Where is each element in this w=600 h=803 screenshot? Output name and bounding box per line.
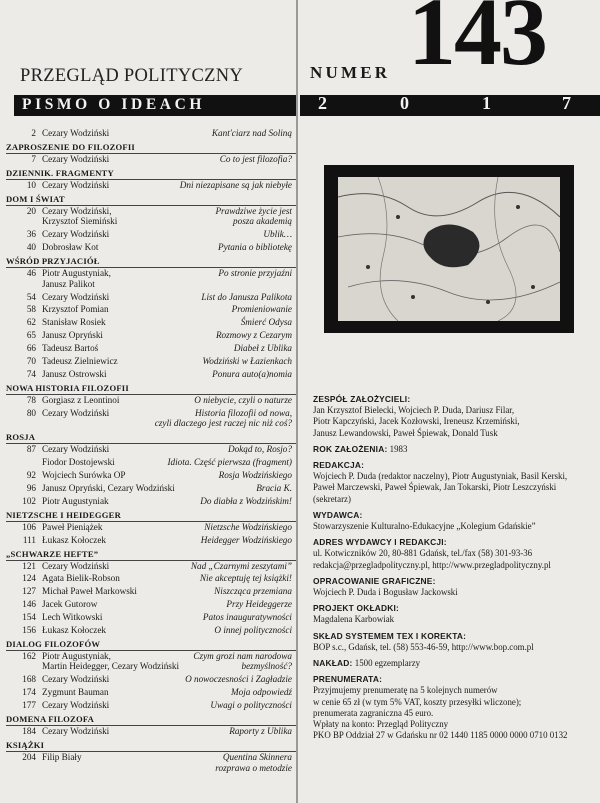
- colophon-text: ul. Kotwiczników 20, 80-881 Gdańsk, tel./fax (58) 301-93-36 redakcja@przegladpolityczny.pl, http://www.przegladpolityczny.pl: [313, 548, 551, 570]
- toc-author: Cezary Wodziński: [42, 726, 110, 737]
- colophon-label: REDAKCJA:: [313, 460, 365, 471]
- toc-author: Cezary Wodziński: [42, 444, 110, 455]
- colophon-text: 1983: [389, 443, 408, 454]
- toc-author: Cezary Wodziński: [42, 407, 110, 418]
- year-digit: 0: [400, 93, 409, 113]
- toc-page-number: 121: [22, 560, 36, 571]
- colophon-block: [313, 444, 598, 455]
- toc-page-number: 162: [22, 650, 36, 661]
- toc-title: Ublik…: [263, 229, 292, 240]
- toc-title: Czym grozi nam narodowa bezmyślność?: [193, 650, 292, 672]
- map-drawing: [338, 177, 560, 321]
- toc-title: Raporty z Ublika: [229, 726, 292, 737]
- colophon-block: [313, 576, 598, 598]
- toc-title: Dni niezapisane są jak niebyłe: [179, 179, 292, 190]
- toc-title: Moja odpowiedź: [231, 687, 292, 698]
- toc-page-number: 87: [26, 444, 36, 455]
- toc-page-number: 54: [26, 291, 36, 302]
- colophon-text: Wojciech P. Duda i Bogusław Jackowski: [313, 587, 458, 598]
- toc-author: Piotr Augustyniak, Martin Heidegger, Cezary Wodziński: [42, 650, 180, 672]
- year-digit: 7: [562, 93, 571, 113]
- toc-title: Co to jest filozofia?: [219, 153, 292, 164]
- toc-title: Prawdziwe życie jest posza akademią: [215, 205, 292, 227]
- toc-title: Quentina Skinnera rozprawa o metodzie: [215, 752, 292, 773]
- year-digit: 2: [318, 93, 327, 113]
- toc-title: Rozmowy z Cezarym: [215, 330, 292, 341]
- colophon-label: NAKŁAD:: [313, 658, 353, 669]
- toc-author: Stanisław Rosiek: [42, 317, 106, 328]
- toc-section-heading: „SCHWARZE HEFTE”: [6, 549, 296, 561]
- toc-page-number: 156: [22, 625, 36, 635]
- toc-section-heading: DIALOG FILOZOFÓW: [6, 639, 296, 651]
- toc-author: Cezary Wodziński: [42, 229, 110, 240]
- toc-page-number: 102: [22, 495, 36, 506]
- toc-section-heading: DOM I ŚWIAT: [6, 194, 296, 206]
- toc-author: Filip Biały: [42, 752, 82, 762]
- toc-page-number: 40: [26, 242, 36, 253]
- toc-page-number: 66: [26, 343, 36, 354]
- toc-title: Wodziński w Łazienkach: [202, 356, 292, 366]
- colophon-text: BOP s.c., Gdańsk, tel. (58) 553-46-59, http://www.bop.com.pl: [313, 641, 534, 652]
- toc-author: Dobrosław Kot: [42, 242, 99, 253]
- colophon-text: Jan Krzysztof Bielecki, Wojciech P. Duda, Dariusz Filar, Piotr Kapczyński, Jacek Kozłowski, Ireneusz Krzemiński, Janusz Lewandowski, Paweł Śpiewak, Donald Tusk: [313, 405, 520, 438]
- toc-section-heading: ZAPROSZENIE DO FILOZOFII: [6, 142, 296, 154]
- toc-author: Janusz Ostrowski: [42, 368, 107, 379]
- colophon-label: ADRES WYDAWCY I REDAKCJI:: [313, 537, 447, 548]
- toc-title: Po stronie przyjaźni: [218, 268, 292, 278]
- colophon-block: [313, 603, 598, 625]
- toc-page-number: 2: [31, 128, 36, 138]
- toc-author: Cezary Wodziński, Krzysztof Siemiński: [42, 205, 118, 227]
- toc-page-number: 7: [31, 153, 36, 164]
- toc-author: Fiodor Dostojewski: [42, 457, 115, 468]
- toc-author: Zygmunt Bauman: [42, 687, 109, 698]
- toc-section-heading: WŚRÓD PRZYJACIÓŁ: [6, 256, 296, 268]
- toc-page-number: 74: [26, 368, 36, 379]
- map-area: [338, 177, 560, 321]
- toc-page-number: 184: [22, 726, 36, 737]
- cover-map-illustration: [324, 165, 574, 333]
- toc-section-heading: DZIENNIK. FRAGMENTY: [6, 168, 296, 180]
- toc-page-number: 46: [26, 268, 36, 278]
- toc-page-number: 177: [22, 700, 36, 711]
- toc-title: Niszcząca przemiana: [214, 586, 292, 597]
- toc-title: O niebycie, czyli o naturze: [194, 394, 292, 405]
- year-digit: 1: [482, 93, 491, 113]
- toc-section-heading: NIETZSCHE I HEIDEGGER: [6, 510, 296, 522]
- colophon-label: ROK ZAŁOŻENIA:: [313, 443, 388, 454]
- colophon-label: SKŁAD SYSTEMEM TEX I KOREKTA:: [313, 630, 467, 641]
- toc-page-number: 62: [26, 317, 36, 328]
- toc-title: Uwagi o polityczności: [210, 700, 292, 711]
- colophon-text: 1500 egzemplarzy: [354, 658, 421, 669]
- toc-page-number: 80: [26, 407, 36, 418]
- toc-page-number: 70: [26, 356, 36, 366]
- toc-page-number: 78: [26, 394, 36, 405]
- magazine-title: PRZEGLĄD POLITYCZNY: [20, 66, 244, 86]
- colophon-label: OPRACOWANIE GRAFICZNE:: [313, 575, 436, 586]
- toc-title: Promieniowanie: [231, 304, 292, 315]
- toc-page-number: 65: [26, 330, 36, 341]
- toc-author: Janusz Opryński, Cezary Wodziński: [42, 482, 175, 493]
- toc-page-number: 20: [26, 205, 36, 216]
- toc-author: Cezary Wodziński: [42, 674, 110, 685]
- toc-author: Cezary Wodziński: [42, 153, 110, 164]
- toc-title: Przy Heideggerze: [226, 599, 292, 610]
- toc-title: List do Janusza Palikota: [201, 291, 292, 302]
- toc-title: O innej polityczności: [214, 625, 292, 635]
- toc-author: Jacek Gutorow: [42, 599, 98, 610]
- colophon-block: [313, 460, 598, 505]
- toc-page-number: 174: [22, 687, 36, 698]
- right-column: [300, 0, 600, 803]
- toc-title: Historia filozofii od nowa, czyli dlaczego jest raczej nic niż coś?: [154, 407, 292, 429]
- toc-author: Cezary Wodziński: [42, 700, 110, 711]
- toc-section-heading: ROSJA: [6, 432, 296, 444]
- toc-title: Idiota. Część pierwsza (fragment): [167, 457, 292, 468]
- toc-title: O nowoczesności i Zagładzie: [185, 674, 292, 685]
- colophon-block: [313, 537, 598, 571]
- toc-title: Heidegger Wodzińskiego: [200, 534, 292, 545]
- colophon-block: [313, 631, 598, 653]
- toc-title: Ponura auto(a)nomia: [212, 368, 292, 379]
- toc-author: Piotr Augustyniak, Janusz Palikot: [42, 268, 111, 289]
- colophon-text: Magdalena Karbowiak: [313, 614, 395, 625]
- toc-title: Śmierć Odysa: [240, 317, 292, 328]
- year-bar: [300, 95, 600, 116]
- toc-title: Pytania o bibliotekę: [218, 242, 292, 253]
- toc-author: Łukasz Kołoczek: [42, 625, 107, 635]
- toc-author: Janusz Opryński: [42, 330, 103, 341]
- colophon-label: PRENUMERATA:: [313, 674, 383, 685]
- colophon-text: Stowarzyszenie Kulturalno-Edukacyjne „Kolegium Gdańskie”: [313, 521, 536, 532]
- colophon-label: ZESPÓŁ ZAŁOŻYCIELI:: [313, 394, 411, 404]
- toc-page-number: 58: [26, 304, 36, 315]
- toc-author: Tadeusz Bartoś: [42, 343, 99, 354]
- toc-page-number: 10: [26, 179, 36, 190]
- colophon-text: Wojciech P. Duda (redaktor naczelny), Piotr Augustyniak, Basil Kerski, Paweł Marczewski, Paweł Śpiewak, Jan Tokarski, Piotr Leszczyński (sekretarz): [313, 471, 568, 504]
- toc-title: Nie akceptuję tej książki!: [199, 573, 292, 584]
- magazine-subtitle: PISMO O IDEACH: [22, 96, 206, 113]
- toc-page-number: 106: [22, 521, 36, 532]
- toc-section-heading: KSIĄŻKI: [6, 740, 296, 752]
- toc-author: Krzysztof Pomian: [42, 304, 109, 315]
- colophon: [313, 394, 598, 746]
- toc-title: Dokąd to, Rosjo?: [227, 444, 292, 455]
- toc-page-number: 111: [22, 534, 36, 545]
- colophon-block: [313, 658, 598, 669]
- toc-author: Paweł Pieniążek: [42, 521, 103, 532]
- toc-author: Cezary Wodziński: [42, 179, 110, 190]
- toc-title: Rosja Wodzińskiego: [218, 470, 292, 480]
- toc-page-number: 124: [22, 573, 36, 584]
- toc-author: Michał Paweł Markowski: [42, 586, 137, 597]
- toc-author: Cezary Wodziński: [42, 291, 110, 302]
- toc-page-number: 92: [26, 470, 36, 480]
- toc-author: Gorgiasz z Leontinoi: [42, 394, 120, 405]
- toc-author: Agata Bielik-Robson: [42, 573, 120, 584]
- toc-author: Cezary Wodziński: [42, 560, 110, 571]
- numer-label: NUMER: [310, 63, 391, 82]
- toc-author: Piotr Augustyniak: [42, 495, 109, 506]
- toc-page-number: 204: [22, 752, 36, 762]
- left-column: [0, 0, 296, 803]
- toc-section-heading: NOWA HISTORIA FILOZOFII: [6, 383, 296, 395]
- toc-title: Bracia K.: [256, 482, 292, 493]
- toc-title: Kant'ciarz nad Soliną: [211, 128, 292, 138]
- column-divider: [296, 0, 298, 803]
- colophon-block: [313, 394, 598, 439]
- toc-page-number: 127: [22, 586, 36, 597]
- toc-title: Patos inauguratywności: [202, 612, 292, 623]
- toc-author: Cezary Wodziński: [42, 128, 110, 138]
- toc-title: Nad „Czarnymi zeszytami”: [190, 560, 292, 571]
- toc-page-number: 96: [26, 482, 36, 493]
- toc-title: Do diabła z Wodzińskim!: [200, 495, 292, 506]
- toc-author: Tadeusz Zielniewicz: [42, 356, 118, 366]
- issue-number: 143: [408, 0, 546, 85]
- toc-author: Lech Witkowski: [42, 612, 103, 623]
- colophon-label: WYDAWCA:: [313, 509, 363, 520]
- toc-title: Nietzsche Wodzińskiego: [204, 521, 292, 532]
- colophon-block: [313, 510, 598, 532]
- toc-page-number: 146: [22, 599, 36, 610]
- toc-title: Diabeł z Ublika: [233, 343, 292, 354]
- colophon-text: Przyjmujemy prenumeratę na 5 kolejnych numerów w cenie 65 zł (w tym 5% VAT, koszty przesyłki wliczone); prenumerata zagraniczna 45 euro. Wpłaty na konto: Przegląd Polityczny PKO BP Oddział 27 w Gdańsku nr 02 1440 1185 0000 0000 0710 0132: [313, 685, 568, 741]
- toc-page-number: 36: [26, 229, 36, 240]
- toc-page-number: 168: [22, 674, 36, 685]
- toc-author: Wojciech Surówka OP: [42, 470, 126, 480]
- toc-author: Łukasz Kołoczek: [42, 534, 107, 545]
- toc-page-number: 154: [22, 612, 36, 623]
- toc-section-heading: DOMENA FILOZOFA: [6, 714, 296, 726]
- colophon-label: PROJEKT OKŁADKI:: [313, 603, 400, 614]
- colophon-block: [313, 674, 598, 741]
